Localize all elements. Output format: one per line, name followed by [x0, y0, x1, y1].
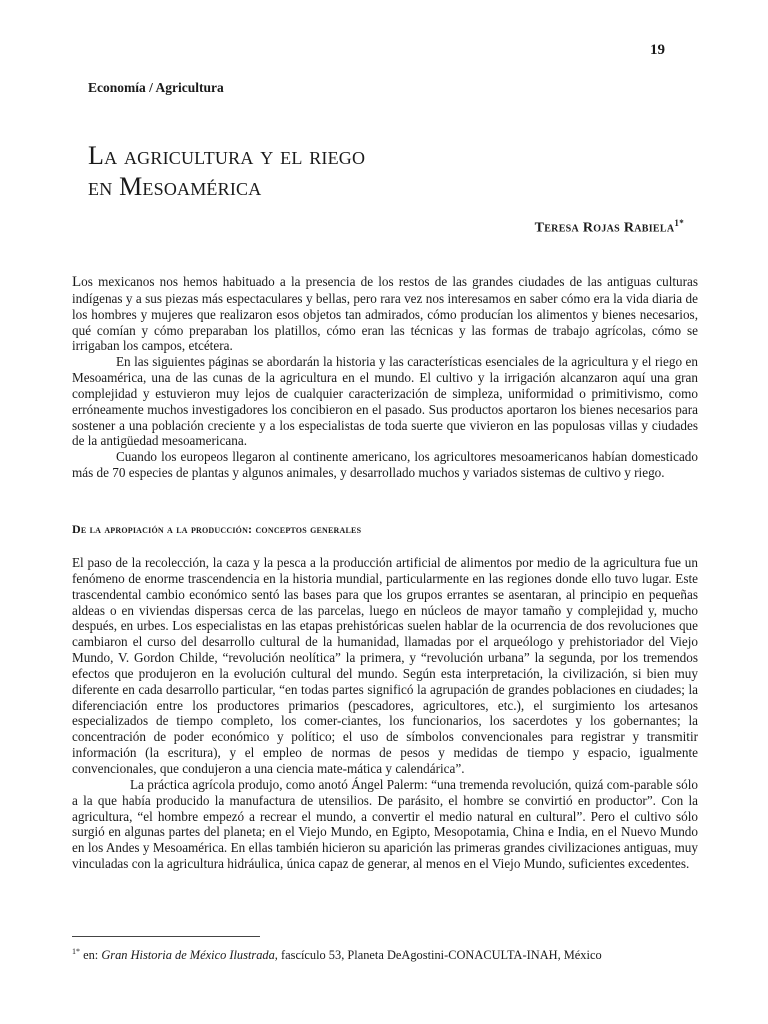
author-footnote-mark: 1* — [674, 218, 684, 228]
title-line-1: La agricultura y el riego — [88, 141, 366, 170]
intro-paragraph-2: En las siguientes páginas se abordarán la historia y las características esenciales de la agricultura y el riego en Mesoamérica, una de las cunas de la agricultura en el mundo. El cultivo y la irrigación alcanzaron aquí una gran complejidad y estuvieron muy lejos de cualquier caracterización de simpleza, uniformidad o primitivismo, como erróneamente muchos investigadores los concibieron en el pasado. Sus productos aportaron los bienes necesarios para sostener a una población creciente y a los especialistas de toda suerte que vivieron en las populosas villas y ciudades de la antigüedad mesoamericana. — [72, 354, 698, 449]
section-paragraph-1: El paso de la recolección, la caza y la pesca a la producción artificial de alimentos por medio de la agricultura fue un fenómeno de enorme trascendencia en la historia mundial, particularmente en las regiones donde ello tuvo lugar. Este trascendental cambio económico sentó las bases para que los grupos errantes se asentaran, al principio en pequeñas aldeas o en viviendas dispersas cerca de las parcelas, luego en núcleos de mayor tamaño y complejidad y, mucho después, en urbes. Los especialistas en las etapas prehistóricas suelen hablar de la ocurrencia de dos revoluciones que cambiaron el curso del desarrollo cultural de la humanidad, llamadas por el arqueólogo y prehistoriador del Viejo Mundo, V. Gordon Childe, “revolución neolítica” la primera, y “revolución urbana” la segunda, por los tremendos efectos que produjeron en la evolución cultural del mundo. Según esta interpretación, la civilización, si bien muy diferente en cada desarrollo particular, “en todas partes significó la agrupación de grandes poblaciones en ciudades; la diferenciación entre los productores primarios (pescadores, agricultores, etc.), el surgimiento los artesanos especializados de tiempo completo, los comer-ciantes, los funcionarios, los sacerdotes y los gobernantes; la concentración de poder económico y político; el uso de símbolos convencionales para registrar y transmitir información (la escritura), y el empleo de normas de pesos y medidas de tiempo y espacio, igualmente convencionales, que condujeron a una ciencia mate-mática y calendárica”. — [72, 555, 698, 776]
page-number: 19 — [650, 42, 665, 58]
section-heading: De la apropiación a la producción: conceptos generales — [72, 522, 362, 536]
intro-paragraph-3: Cuando los europeos llegaron al continente americano, los agricultores mesoamericanos habían domesticado más de 70 especies de plantas y algunos animales, y desarrollado muchos y variados sistemas de cultivo y riego. — [72, 449, 698, 481]
footnote-work-title: Gran Historia de México Ilustrada — [101, 948, 275, 963]
title-line-2: en Mesoamérica — [88, 172, 262, 201]
intro-paragraph-1 — [72, 274, 698, 354]
footnote-mark: 1* — [72, 947, 80, 956]
section-paragraph-2: La práctica agrícola produjo, como anotó Ángel Palerm: “una tremenda revolución, quizá com-parable sólo a la que había producido la manufactura de utensilios. De parásito, el hombre se convirtió en productor”. Con la agricultura, “el hombre empezó a recrear el mundo, a convertir el medio natural en cultural”. Pero el cultivo sólo surgió en algunas partes del planeta; en el Viejo Mundo, en Egipto, Mesopotamia, China e India, en el Nuevo Mundo en los Andes y Mesoamérica. En ellas también hicieron su aparición las primeras grandes civilizaciones antiguas, muy vinculadas con la agricultura hidráulica, única capaz de generar, al menos en el Viejo Mundo, suficientes excedentes. — [72, 776, 698, 872]
footnote-rule — [72, 936, 260, 937]
drop-cap: L — [72, 274, 82, 290]
author-name: Teresa Rojas Rabiela — [534, 220, 675, 236]
intro-paragraph-1-text: os mexicanos nos hemos habituado a la presencia de los restos de las grandes ciudades de las antiguas culturas indígenas y a sus piezas más espectaculares y bellas, pero rara vez nos interesamos en saber cómo era la vida diaria de los hombres y mujeres que realizaron esos objetos tan admirados, cómo producían los alimentos y bienes necesarios, qué comían y cómo preparaban los platillos, cómo eran las técnicas y las formas de trabajo agrícolas, cómo se irrigaban los campos, etcétera. — [72, 274, 698, 354]
footnote — [72, 944, 698, 963]
intro-text — [72, 274, 698, 481]
page-title — [88, 140, 365, 202]
author-byline — [535, 218, 684, 237]
footnote-prefix: en: — [80, 948, 102, 963]
section-text — [72, 555, 698, 872]
footnote-rest: , fascículo 53, Planeta DeAgostini-CONACULTA-INAH, México — [274, 948, 602, 963]
section-label: Economía / Agricultura — [88, 80, 224, 95]
